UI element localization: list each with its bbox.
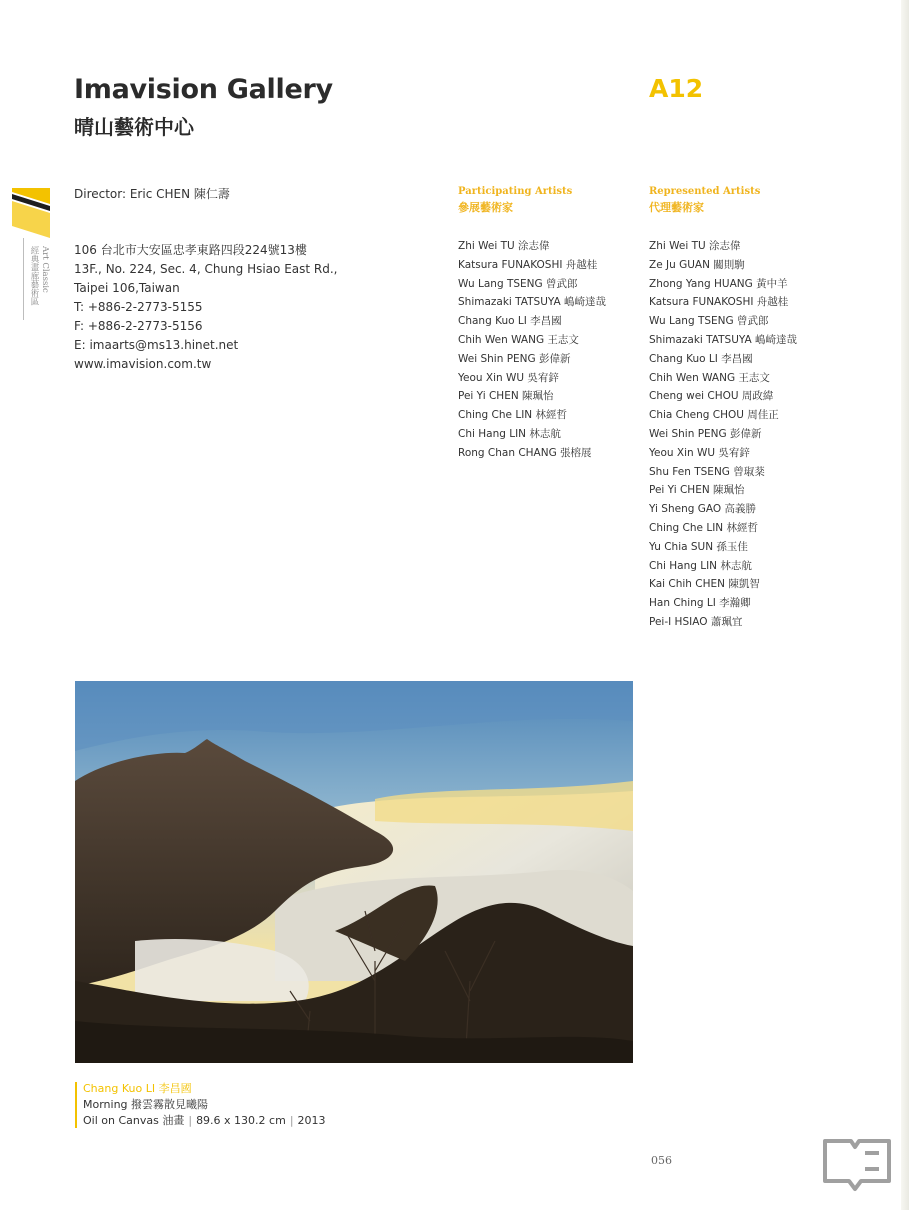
represented-artist-item: Ze Ju GUAN 關則駒 xyxy=(649,258,745,271)
side-label-en: Art Classic xyxy=(40,246,50,293)
participating-artist-item: Wei Shin PENG 彭偉新 xyxy=(458,352,571,365)
caption-accent-bar xyxy=(75,1082,77,1128)
contact-block xyxy=(74,241,337,374)
participating-artist-item: Ching Che LIN 林經哲 xyxy=(458,409,567,422)
represented-artist-item: Shimazaki TATSUYA 嶋崎達哉 xyxy=(649,333,798,346)
telephone: T: +886-2-2773-5155 xyxy=(74,300,203,314)
participating-heading-zh: 參展藝術家 xyxy=(458,201,513,214)
open-book-icon xyxy=(821,1137,893,1193)
represented-artist-item: Cheng wei CHOU 周政緯 xyxy=(649,390,774,403)
caption-size: 89.6 x 130.2 cm xyxy=(196,1114,286,1127)
participating-artist-item: Chi Hang LIN 林志航 xyxy=(458,427,561,440)
represented-artist-item: Pei Yi CHEN 陳珮怡 xyxy=(649,484,745,497)
represented-artist-item: Chang Kuo LI 李昌國 xyxy=(649,352,753,365)
side-label-zh: 經典畫廊藝術區 xyxy=(29,246,39,306)
participating-artist-list xyxy=(458,237,606,463)
caption-title: Morning 撥雲霧散見曦陽 xyxy=(83,1098,209,1111)
email: E: imaarts@ms13.hinet.net xyxy=(74,338,239,352)
represented-artist-item: Katsura FUNAKOSHI 舟越桂 xyxy=(649,296,789,309)
participating-artist-item: Yeou Xin WU 吳宥鋅 xyxy=(458,371,559,384)
caption-artist: Chang Kuo LI 李昌國 xyxy=(83,1082,192,1095)
participating-artist-item: Shimazaki TATSUYA 嶋崎達哉 xyxy=(458,296,607,309)
participating-artist-item: Katsura FUNAKOSHI 舟越桂 xyxy=(458,258,598,271)
represented-heading xyxy=(649,184,760,216)
participating-heading-en: Participating Artists xyxy=(458,186,573,197)
address-zh: 106 台北市大安區忠孝東路四段224號13樓 xyxy=(74,243,307,257)
represented-artist-item: Yi Sheng GAO 高義勝 xyxy=(649,503,756,516)
gallery-name-zh: 晴山藝術中心 xyxy=(74,115,194,139)
represented-artist-item: Shu Fen TSENG 曾琡棻 xyxy=(649,465,765,478)
participating-artist-item: Pei Yi CHEN 陳珮怡 xyxy=(458,390,554,403)
booth-number: A12 xyxy=(649,74,704,103)
represented-artist-item: Chia Cheng CHOU 周佳正 xyxy=(649,409,779,422)
section-tab-icon xyxy=(12,188,50,238)
represented-artist-item: Pei-I HSIAO 蕭珮宜 xyxy=(649,615,743,628)
caption-medium: Oil on Canvas 油畫 xyxy=(83,1114,185,1127)
page-number: 056 xyxy=(651,1154,672,1167)
participating-heading xyxy=(458,184,572,216)
represented-artist-item: Yu Chia SUN 孫玉佳 xyxy=(649,540,748,553)
fax: F: +886-2-2773-5156 xyxy=(74,319,203,333)
represented-artist-list xyxy=(649,237,797,632)
separator: | xyxy=(289,1114,294,1127)
participating-artist-item: Chang Kuo LI 李昌國 xyxy=(458,315,562,328)
side-divider xyxy=(23,238,24,320)
caption-year: 2013 xyxy=(297,1114,326,1127)
page-edge xyxy=(901,0,909,1210)
represented-artist-item: Han Ching LI 李瀚卿 xyxy=(649,597,751,610)
side-label xyxy=(28,246,50,306)
represented-heading-en: Represented Artists xyxy=(649,186,761,197)
caption-details xyxy=(83,1113,326,1129)
participating-artist-item: Chih Wen WANG 王志文 xyxy=(458,333,579,346)
represented-artist-item: Zhong Yang HUANG 黃中羊 xyxy=(649,277,788,290)
website: www.imavision.com.tw xyxy=(74,357,212,371)
participating-artist-item: Rong Chan CHANG 張榕展 xyxy=(458,446,592,459)
address-en-line1: 13F., No. 224, Sec. 4, Chung Hsiao East Rd., xyxy=(74,262,338,276)
artwork-image xyxy=(75,681,633,1063)
participating-artist-item: Zhi Wei TU 涂志偉 xyxy=(458,240,550,252)
gallery-name-en: Imavision Gallery xyxy=(74,74,333,105)
represented-artist-item: Kai Chih CHEN 陳凱智 xyxy=(649,578,760,591)
separator: | xyxy=(188,1114,193,1127)
represented-artist-item: Chi Hang LIN 林志航 xyxy=(649,559,752,572)
represented-artist-item: Wei Shin PENG 彭偉新 xyxy=(649,427,762,440)
represented-artist-item: Ching Che LIN 林經哲 xyxy=(649,521,758,534)
address-en-line2: Taipei 106,Taiwan xyxy=(74,281,180,295)
represented-artist-item: Wu Lang TSENG 曾武郎 xyxy=(649,315,769,328)
represented-artist-item: Zhi Wei TU 涂志偉 xyxy=(649,240,741,252)
represented-heading-zh: 代理藝術家 xyxy=(649,201,704,214)
director: Director: Eric CHEN 陳仁壽 xyxy=(74,187,230,201)
represented-artist-item: Chih Wen WANG 王志文 xyxy=(649,371,770,384)
participating-artist-item: Wu Lang TSENG 曾武郎 xyxy=(458,277,578,290)
artwork-caption xyxy=(83,1081,326,1129)
represented-artist-item: Yeou Xin WU 吳宥鋅 xyxy=(649,446,750,459)
